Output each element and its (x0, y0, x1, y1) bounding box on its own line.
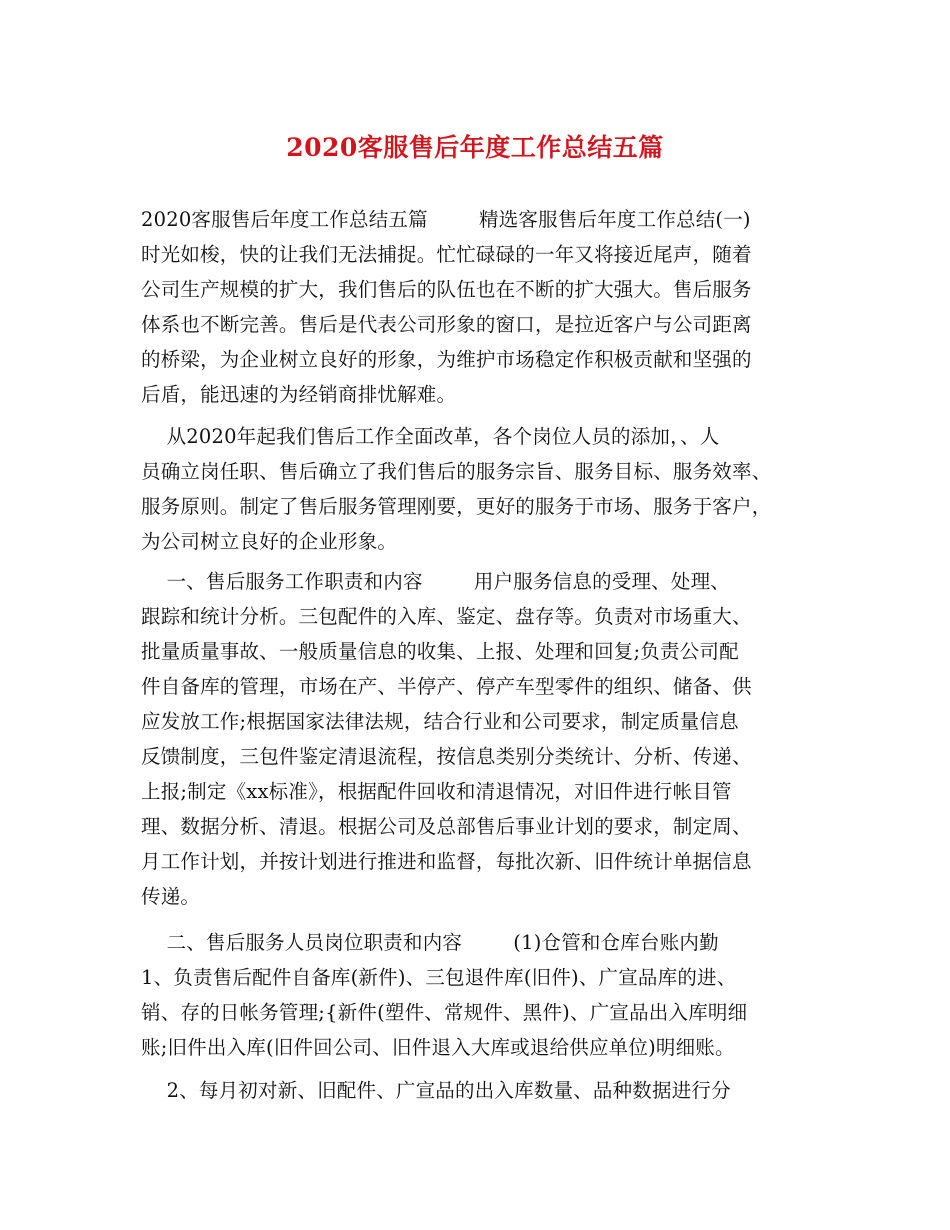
body-line: 跟踪和统计分析。三包配件的入库、鉴定、盘存等。负责对市场重大、 (141, 605, 752, 628)
body-line: 账;旧件出入库(旧件回公司、旧件退入大库或退给供应单位)明细账。 (141, 1036, 735, 1059)
body-line: 2、每月初对新、旧配件、广宣品的出入库数量、品种数据进行分 (141, 1079, 731, 1102)
body-line: 员确立岗任职、售后确立了我们售后的服务宗旨、服务目标、服务效率、 (141, 460, 772, 483)
body-line: 应发放工作;根据国家法律法规，结合行业和公司要求，制定质量信息 (141, 710, 739, 733)
body-line: 销、存的日帐务管理;{新件(塑件、常规件、黑件)、广宣品出入库明细 (141, 1001, 748, 1024)
body-line: 的桥梁，为企业树立良好的形象，为维护市场稳定作积极贡献和坚强的 (141, 348, 752, 371)
body-line: 公司生产规模的扩大，我们售后的队伍也在不断的扩大强大。售后服务 (141, 278, 752, 301)
body-line: 后盾，能迅速的为经销商排忧解难。 (141, 383, 457, 406)
body-line: 批量质量事故、一般质量信息的收集、上报、处理和回复;负责公司配 (141, 640, 739, 663)
body-line: 从2020年起我们售后工作全面改革，各个岗位人员的添加，、人 (141, 425, 720, 448)
body-line: 上报;制定《xx标准》，根据配件回收和清退情况，对旧件进行帐目管 (141, 780, 732, 803)
body-line: 体系也不断完善。售后是代表公司形象的窗口，是拉近客户与公司距离 (141, 313, 752, 336)
body-line: 理、数据分析、清退。根据公司及总部售后事业计划的要求，制定周、 (141, 815, 752, 838)
body-line: 传递。 (141, 885, 201, 908)
body-line: 时光如梭，快的让我们无法捕捉。忙忙碌碌的一年又将接近尾声，随着 (141, 243, 752, 266)
body-line: 月工作计划，并按计划进行推进和监督，每批次新、旧件统计单据信息 (141, 850, 752, 873)
body-line: 2020客服售后年度工作总结五篇 精选客服售后年度工作总结(一) (141, 208, 751, 231)
body-line: 1、负责售后配件自备库(新件)、三包退件库(旧件)、广宣品库的进、 (141, 966, 737, 989)
body-line: 反馈制度，三包件鉴定清退流程，按信息类别分类统计、分析、传递、 (141, 745, 752, 768)
body-line: 二、售后服务人员岗位职责和内容 (1)仓管和仓库台账内勤 (141, 931, 719, 954)
body-line: 服务原则。制定了售后服务管理刚要，更好的服务于市场、服务于客户， (141, 495, 772, 518)
document-title: 2020客服售后年度工作总结五篇 (286, 133, 664, 162)
body-line: 为公司树立良好的企业形象。 (141, 530, 398, 553)
body-line: 件自备库的管理，市场在产、半停产、停产车型零件的组织、储备、供 (141, 675, 752, 698)
body-line: 一、售后服务工作职责和内容 用户服务信息的受理、处理、 (141, 570, 730, 593)
